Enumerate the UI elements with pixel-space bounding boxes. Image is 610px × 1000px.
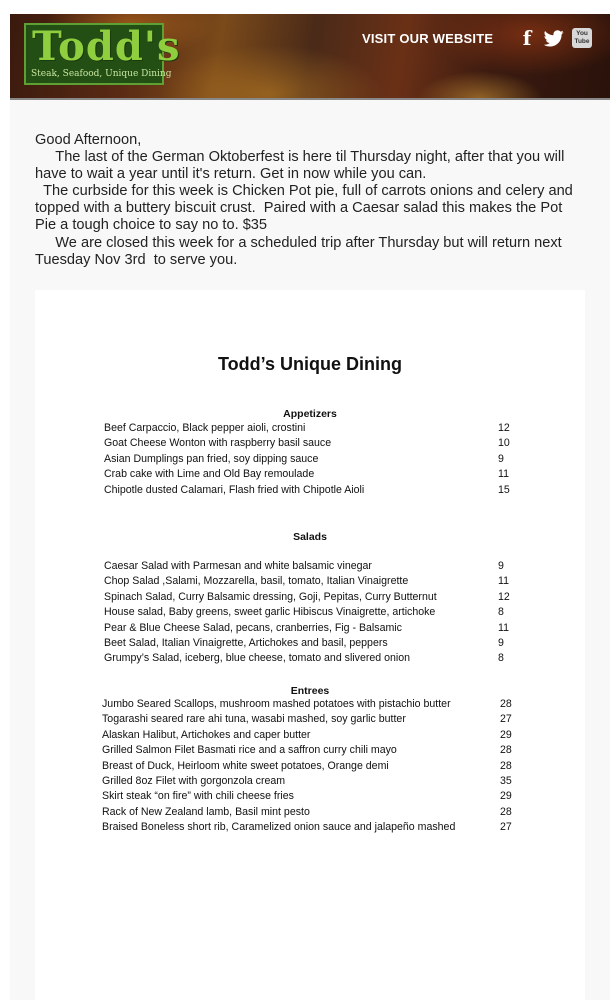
menu-item-name: Togarashi seared rare ahi tuna, wasabi mashed, soy garlic butter xyxy=(102,713,406,726)
menu-item-row xyxy=(102,729,530,744)
menu-item-name: Goat Cheese Wonton with raspberry basil sauce xyxy=(104,437,332,450)
greeting: Good Afternoon, xyxy=(35,132,142,148)
menu-item-price: 9 xyxy=(498,637,504,649)
menu-item-row xyxy=(102,790,530,805)
menu-item-price: 28 xyxy=(500,805,512,818)
menu-item-name: Asian Dumplings pan fried, soy dipping sauce xyxy=(104,452,319,465)
menu-item-row xyxy=(104,484,528,499)
header-banner xyxy=(10,14,610,100)
logo-name: Todd's xyxy=(32,23,181,70)
salads-heading: Salads xyxy=(293,531,327,543)
visit-website-link[interactable]: VISIT OUR WEBSITE xyxy=(362,31,494,46)
menu-item-price: 11 xyxy=(498,575,509,588)
menu-item-price: 15 xyxy=(498,483,510,496)
menu-item-row xyxy=(102,713,530,728)
menu-item-price: 9 xyxy=(498,452,504,465)
menu-item-name: Beet Salad, Italian Vinaigrette, Artichokes and basil, peppers xyxy=(104,637,388,649)
menu-item-name: Alaskan Halibut, Artichokes and caper butter xyxy=(102,728,311,741)
appetizers-heading: Appetizers xyxy=(283,408,337,420)
menu-item-row xyxy=(104,575,528,590)
letter-paragraph-2: The curbside for this week is Chicken Pot pie, full of carrots onions and celery and topped with a buttery biscuit crust. Paired with a Caesar salad this makes the Pot Pie a tough choice to say no to. $35 xyxy=(35,183,577,234)
menu-item-price: 28 xyxy=(500,698,512,710)
menu-item-name: House salad, Baby greens, sweet garlic Hibiscus Vinaigrette, artichoke xyxy=(104,606,436,619)
menu-item-name: Grumpy’s Salad, iceberg, blue cheese, tomato and slivered onion xyxy=(104,652,411,665)
letter-paragraph-3: We are closed this week for a scheduled trip after Thursday but will return next Tuesday Nov 3rd to serve you. xyxy=(35,234,566,268)
menu-item-name: Caesar Salad with Parmesan and white balsamic vinegar xyxy=(104,560,372,572)
facebook-glyph: f xyxy=(522,26,532,50)
menu-item-name: Crab cake with Lime and Old Bay remoulade xyxy=(104,468,315,481)
header-divider xyxy=(10,98,610,100)
menu-item-row xyxy=(104,591,528,606)
menu-item-price: 35 xyxy=(500,775,512,787)
menu-item-name: Jumbo Seared Scallops, mushroom mashed potatoes with pistachio butter xyxy=(102,698,451,710)
youtube-icon[interactable] xyxy=(571,27,593,49)
menu-item-row xyxy=(104,453,528,468)
facebook-icon[interactable] xyxy=(516,27,538,49)
menu-item-price: 9 xyxy=(498,560,504,572)
menu-item-name: Pear & Blue Cheese Salad, pecans, cranberries, Fig - Balsamic xyxy=(104,621,402,634)
menu-item-price: 11 xyxy=(498,621,509,634)
menu-item-row xyxy=(104,637,528,652)
menu-item-price: 12 xyxy=(498,422,510,434)
menu-item-row xyxy=(104,468,528,483)
letter-paragraph-1: The last of the German Oktoberfest is here til Thursday night, after that you will have to wait a year until it's return. Get in now while you can. xyxy=(35,149,569,183)
menu-item-price: 29 xyxy=(500,728,512,741)
menu-item-name: Grilled 8oz Filet with gorgonzola cream xyxy=(102,775,286,787)
menu-item-price: 27 xyxy=(500,821,512,834)
menu-item-name: Beef Carpaccio, Black pepper aioli, crostini xyxy=(104,422,306,434)
menu-item-row xyxy=(104,622,528,637)
youtube-label: You Tube xyxy=(572,28,592,48)
menu-item-row xyxy=(102,775,530,790)
menu-card xyxy=(35,290,585,1000)
menu-item-name: Skirt steak “on fire” with chili cheese fries xyxy=(102,790,294,803)
todds-logo[interactable] xyxy=(24,23,181,85)
menu-item-price: 10 xyxy=(498,437,510,450)
menu-item-name: Breast of Duck, Heirloom white sweet potatoes, Orange demi xyxy=(102,759,389,772)
menu-item-row xyxy=(104,422,528,437)
menu-item-row xyxy=(104,652,528,667)
menu-item-price: 27 xyxy=(500,713,512,726)
menu-item-name: Spinach Salad, Curry Balsamic dressing, Goji, Pepitas, Curry Butternut xyxy=(104,590,437,603)
menu-item-name: Braised Boneless short rib, Caramelized onion sauce and jalapeño mashed xyxy=(102,821,456,834)
menu-item-price: 12 xyxy=(498,590,510,603)
menu-item-row xyxy=(102,760,530,775)
email-container xyxy=(10,14,610,1000)
menu-item-name: Grilled Salmon Filet Basmati rice and a saffron curry chili mayo xyxy=(102,744,397,757)
menu-item-price: 8 xyxy=(498,606,504,619)
menu-item-row xyxy=(102,698,530,713)
entrees-heading: Entrees xyxy=(290,685,330,697)
menu-item-row xyxy=(104,606,528,621)
letter-body xyxy=(35,132,580,269)
menu-item-name: Chipotle dusted Calamari, Flash fried with Chipotle Aioli xyxy=(104,483,365,496)
menu-item-price: 28 xyxy=(500,744,512,757)
menu-item-row xyxy=(104,437,528,452)
menu-item-price: 11 xyxy=(498,468,509,481)
menu-item-price: 8 xyxy=(498,652,504,665)
menu-title: Todd’s Unique Dining xyxy=(218,354,402,374)
menu-item-row xyxy=(102,744,530,759)
menu-item-price: 28 xyxy=(500,759,512,772)
menu-item-price: 29 xyxy=(500,790,512,803)
menu-item-row xyxy=(102,821,530,836)
menu-item-row xyxy=(104,560,528,575)
logo-tagline: Steak, Seafood, Unique Dining xyxy=(31,69,172,79)
menu-item-name: Chop Salad ,Salami, Mozzarella, basil, tomato, Italian Vinaigrette xyxy=(104,575,409,588)
menu-item-row xyxy=(102,806,530,821)
twitter-icon[interactable] xyxy=(543,27,565,49)
menu-item-name: Rack of New Zealand lamb, Basil mint pesto xyxy=(102,805,310,818)
